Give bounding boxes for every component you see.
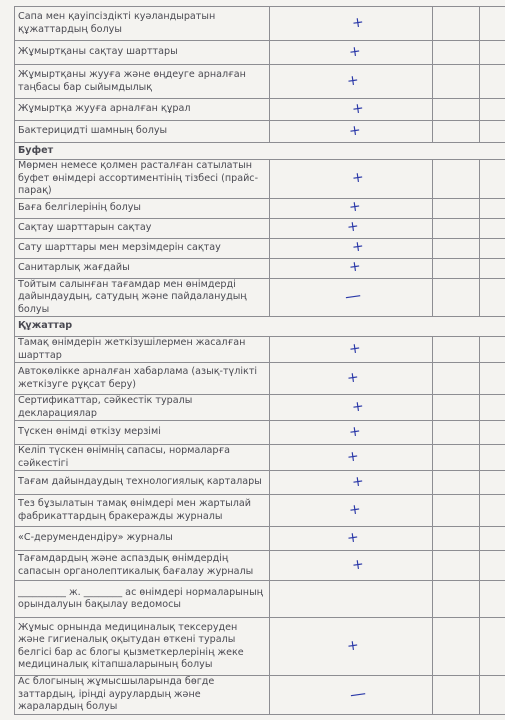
check-mark-cell bbox=[270, 527, 433, 551]
table-row bbox=[15, 421, 505, 445]
handwritten-mark: + bbox=[351, 169, 365, 187]
table-row bbox=[15, 218, 505, 238]
handwritten-mark: + bbox=[346, 72, 360, 90]
empty-cell bbox=[480, 218, 505, 238]
empty-cell bbox=[433, 495, 480, 527]
check-mark-cell bbox=[270, 581, 433, 618]
requirement-text: Жұмыртқаны сақтау шарттары bbox=[15, 41, 270, 65]
requirement-text: Сақтау шарттарын сақтау bbox=[15, 218, 270, 238]
check-mark-cell bbox=[270, 41, 433, 65]
check-mark-cell bbox=[270, 99, 433, 121]
empty-cell bbox=[433, 278, 480, 317]
table-row bbox=[15, 41, 505, 65]
check-mark-cell bbox=[270, 445, 433, 471]
handwritten-mark: + bbox=[348, 198, 362, 216]
empty-cell bbox=[480, 258, 505, 278]
check-mark-cell bbox=[270, 218, 433, 238]
table-row bbox=[15, 676, 505, 715]
empty-cell bbox=[433, 551, 480, 581]
table-row bbox=[15, 395, 505, 421]
check-mark-cell bbox=[270, 198, 433, 218]
empty-cell bbox=[480, 7, 505, 41]
empty-cell bbox=[433, 160, 480, 199]
section-row bbox=[15, 317, 505, 337]
handwritten-mark: + bbox=[351, 100, 365, 118]
empty-cell bbox=[480, 363, 505, 395]
requirement-text: Түскен өнімді өткізу мерзімі bbox=[15, 421, 270, 445]
empty-cell bbox=[480, 99, 505, 121]
empty-cell bbox=[480, 41, 505, 65]
requirement-text: Сапа мен қауіпсіздікті куәландыратын құжаттардың болуы bbox=[15, 7, 270, 41]
requirement-text: Санитарлық жағдайы bbox=[15, 258, 270, 278]
empty-cell bbox=[480, 527, 505, 551]
check-mark-cell bbox=[270, 337, 433, 363]
requirement-text: __________ ж. ________ ас өнімдері нормаларының орындалуын бақылау ведомосы bbox=[15, 581, 270, 618]
requirement-text: Мөрмен немесе қолмен расталған сатылатын буфет өнімдері ассортиментінің тізбесі (прайс-парақ) bbox=[15, 160, 270, 199]
handwritten-mark: + bbox=[346, 448, 360, 466]
empty-cell bbox=[433, 65, 480, 99]
check-mark-cell bbox=[270, 258, 433, 278]
empty-cell bbox=[480, 278, 505, 317]
check-mark-cell bbox=[270, 238, 433, 258]
check-mark-cell bbox=[270, 121, 433, 143]
empty-cell bbox=[480, 421, 505, 445]
table-row bbox=[15, 551, 505, 581]
empty-cell bbox=[480, 160, 505, 199]
check-mark-cell bbox=[270, 676, 433, 715]
table-row bbox=[15, 337, 505, 363]
empty-cell bbox=[433, 198, 480, 218]
empty-cell bbox=[433, 121, 480, 143]
table-row bbox=[15, 527, 505, 551]
empty-cell bbox=[480, 551, 505, 581]
handwritten-mark: + bbox=[348, 423, 362, 441]
check-mark-cell bbox=[270, 7, 433, 41]
empty-cell bbox=[480, 471, 505, 495]
table-row bbox=[15, 495, 505, 527]
empty-cell bbox=[480, 198, 505, 218]
check-mark-cell bbox=[270, 618, 433, 676]
requirement-text: «С-дерумендендіру» журналы bbox=[15, 527, 270, 551]
handwritten-mark: + bbox=[351, 14, 365, 32]
empty-cell bbox=[433, 471, 480, 495]
handwritten-mark: + bbox=[348, 340, 362, 358]
handwritten-mark: + bbox=[351, 398, 365, 416]
empty-cell bbox=[480, 618, 505, 676]
handwritten-mark: + bbox=[346, 529, 360, 547]
check-mark-cell bbox=[270, 278, 433, 317]
handwritten-mark: + bbox=[351, 556, 365, 574]
handwritten-mark: + bbox=[346, 369, 360, 387]
handwritten-mark: + bbox=[346, 637, 360, 655]
empty-cell bbox=[433, 421, 480, 445]
empty-cell bbox=[433, 99, 480, 121]
requirement-text: Келіп түскен өнімнің сапасы, нормаларға сәйкестігі bbox=[15, 445, 270, 471]
check-mark-cell bbox=[270, 65, 433, 99]
table-row bbox=[15, 160, 505, 199]
requirement-text: Баға белгілерінің болуы bbox=[15, 198, 270, 218]
handwritten-mark: + bbox=[346, 218, 360, 236]
empty-cell bbox=[433, 41, 480, 65]
check-mark-cell bbox=[270, 551, 433, 581]
empty-cell bbox=[433, 395, 480, 421]
requirement-text: Жұмыс орнында медициналық тексеруден және гигиеналық оқытудан өткені туралы белгісі бар ас блогы қызметкерлерінің жеке медициналық кітапшаларының болуы bbox=[15, 618, 270, 676]
empty-cell bbox=[480, 495, 505, 527]
table-row bbox=[15, 445, 505, 471]
empty-cell bbox=[480, 238, 505, 258]
empty-cell bbox=[480, 581, 505, 618]
requirement-text: Автокөлікке арналған хабарлама (азық-түлікті жеткізуге рұқсат беру) bbox=[15, 363, 270, 395]
empty-cell bbox=[433, 618, 480, 676]
requirement-text: Тез бұзылатын тамақ өнімдері мен жартылай фабрикаттардың бракеражды журналы bbox=[15, 495, 270, 527]
table-row bbox=[15, 581, 505, 618]
empty-cell bbox=[433, 581, 480, 618]
table-row bbox=[15, 258, 505, 278]
empty-cell bbox=[433, 527, 480, 551]
empty-cell bbox=[480, 676, 505, 715]
handwritten-mark: + bbox=[348, 501, 362, 519]
check-mark-cell bbox=[270, 421, 433, 445]
table-row bbox=[15, 121, 505, 143]
table-row bbox=[15, 278, 505, 317]
table-row bbox=[15, 99, 505, 121]
handwritten-mark: + bbox=[351, 238, 365, 256]
empty-cell bbox=[433, 337, 480, 363]
handwritten-mark: + bbox=[348, 258, 362, 276]
empty-cell bbox=[433, 238, 480, 258]
handwritten-mark: + bbox=[348, 43, 362, 61]
requirement-text: Тамақ өнімдерін жеткізушілермен жасалған шарттар bbox=[15, 337, 270, 363]
check-mark-cell bbox=[270, 363, 433, 395]
table-row bbox=[15, 363, 505, 395]
check-mark-cell bbox=[270, 160, 433, 199]
empty-cell bbox=[433, 363, 480, 395]
table-row bbox=[15, 618, 505, 676]
handwritten-mark: — bbox=[348, 682, 368, 704]
requirement-text: Жұмыртқа жууға арналған құрал bbox=[15, 99, 270, 121]
check-mark-cell bbox=[270, 495, 433, 527]
table-row bbox=[15, 238, 505, 258]
handwritten-mark: + bbox=[348, 122, 362, 140]
requirement-text: Тағамдардың және аспаздық өнімдердің сапасын органолептикалық бағалау журналы bbox=[15, 551, 270, 581]
section-row bbox=[15, 143, 505, 160]
handwritten-mark: + bbox=[351, 473, 365, 491]
handwritten-mark: — bbox=[343, 284, 363, 307]
table-row bbox=[15, 471, 505, 495]
requirement-text: Тойтым салынған тағамдар мен өнімдерді дайындаудың, сатудың және пайдаланудың болуы bbox=[15, 278, 270, 317]
empty-cell bbox=[480, 337, 505, 363]
empty-cell bbox=[433, 218, 480, 238]
requirement-text: Сертификаттар, сәйкестік туралы декларациялар bbox=[15, 395, 270, 421]
requirement-text: Тағам дайындаудың технологиялық карталары bbox=[15, 471, 270, 495]
empty-cell bbox=[480, 65, 505, 99]
check-mark-cell bbox=[270, 395, 433, 421]
table-row bbox=[15, 7, 505, 41]
empty-cell bbox=[480, 121, 505, 143]
empty-cell bbox=[433, 258, 480, 278]
empty-cell bbox=[433, 445, 480, 471]
requirement-text: Сату шарттары мен мерзімдерін сақтау bbox=[15, 238, 270, 258]
inspection-checklist-table bbox=[14, 6, 505, 715]
requirement-text: Ас блогының жұмысшыларында бөгде заттардың, іріңді аурулардың және жаралардың болуы bbox=[15, 676, 270, 715]
empty-cell bbox=[433, 676, 480, 715]
empty-cell bbox=[480, 445, 505, 471]
section-heading: Буфет bbox=[15, 143, 505, 160]
empty-cell bbox=[433, 7, 480, 41]
empty-cell bbox=[480, 395, 505, 421]
check-mark-cell bbox=[270, 471, 433, 495]
requirement-text: Бактерицидті шамның болуы bbox=[15, 121, 270, 143]
requirement-text: Жұмыртқаны жууға және өңдеуге арналған таңбасы бар сыйымдылық bbox=[15, 65, 270, 99]
table-row bbox=[15, 65, 505, 99]
table-row bbox=[15, 198, 505, 218]
section-heading: Құжаттар bbox=[15, 317, 505, 337]
